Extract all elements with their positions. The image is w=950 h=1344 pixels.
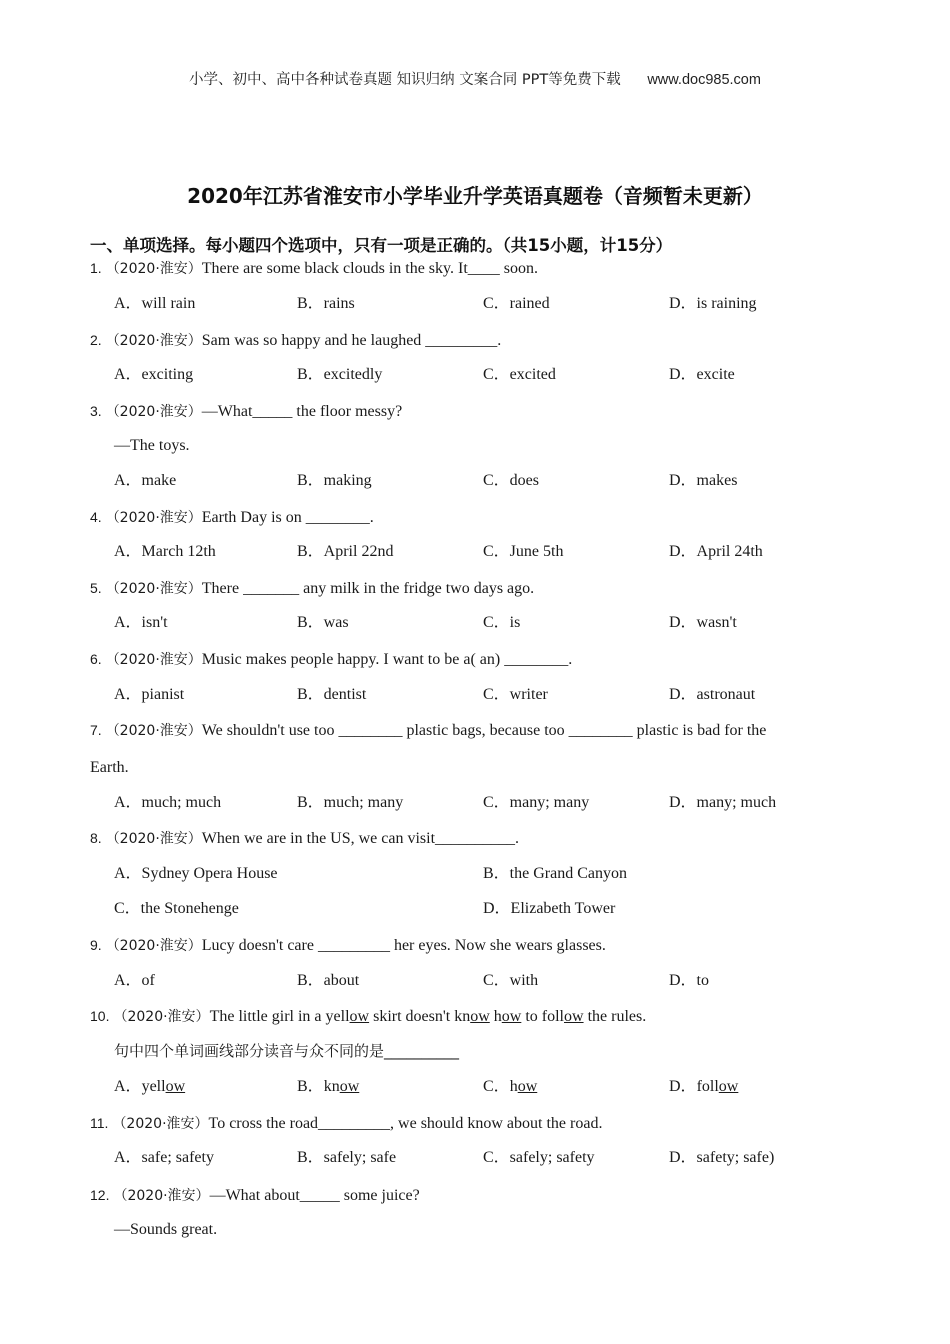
question-tag: （2020·淮安） — [113, 1009, 210, 1025]
option-a: A．safe; safety — [114, 1149, 214, 1166]
option-b: B．was — [297, 614, 349, 631]
option-b: B．making — [297, 472, 372, 489]
page-header — [0, 68, 950, 89]
option-word: kn — [323, 1078, 340, 1095]
question-stem: There _______ any milk in the fridge two days ago. — [201, 580, 535, 597]
option-b: B．about — [297, 972, 360, 989]
option-b: B．the Grand Canyon — [483, 865, 627, 882]
option-a: A．make — [114, 472, 177, 489]
option-c: C．is — [483, 614, 521, 631]
stem-underlined-part: ow — [470, 1008, 490, 1025]
option-a: A．of — [114, 972, 155, 989]
option-d: D．safety; safe) — [669, 1149, 775, 1166]
question-stem — [210, 1008, 647, 1025]
option-b: B．much; many — [297, 794, 404, 811]
question-number: 7. — [90, 722, 102, 738]
question-tag: （2020·淮安） — [105, 581, 202, 597]
question-8 — [90, 828, 519, 849]
page-title: 2020年江苏省淮安市小学毕业升学英语真题卷（音频暂未更新） — [187, 184, 763, 208]
stem-part: h — [489, 1008, 502, 1025]
option-a: A．isn't — [114, 614, 168, 631]
stem-underlined-part: ow — [349, 1008, 370, 1025]
option-letter: C． — [483, 1078, 510, 1095]
option-b: B．dentist — [297, 686, 367, 703]
question-number: 11. — [90, 1115, 109, 1131]
option-underlined-part: ow — [718, 1078, 739, 1095]
question-10 — [90, 1006, 646, 1027]
option-a: A．will rain — [114, 295, 196, 312]
option-c: C．June 5th — [483, 543, 564, 560]
option-c: C．safely; safety — [483, 1149, 595, 1166]
option-word: h — [509, 1078, 518, 1095]
question-stem: Lucy doesn't care _________ her eyes. Now she wears glasses. — [201, 937, 606, 954]
option-b: B．rains — [297, 295, 355, 312]
question-12-answer-line: —Sounds great. — [114, 1221, 218, 1238]
question-number: 5. — [90, 580, 102, 596]
question-9 — [90, 935, 606, 956]
option-c: C．the Stonehenge — [114, 900, 239, 917]
option-d: D．makes — [669, 472, 738, 489]
question-tag: （2020·淮安） — [112, 1116, 209, 1132]
question-stem: Sam was so happy and he laughed _________. — [201, 332, 502, 349]
stem-part: to foll — [521, 1008, 564, 1025]
question-number: 10. — [90, 1008, 110, 1024]
question-tag: （2020·淮安） — [105, 938, 202, 954]
option-b: B．safely; safe — [297, 1149, 397, 1166]
option-underlined-part: ow — [339, 1078, 360, 1095]
question-tag: （2020·淮安） — [105, 510, 202, 526]
question-4 — [90, 507, 374, 528]
option-a — [114, 1077, 185, 1097]
stem-underlined-part: ow — [564, 1008, 584, 1025]
question-1 — [90, 258, 538, 279]
option-underlined-part: ow — [165, 1078, 186, 1095]
question-tag: （2020·淮安） — [105, 723, 202, 739]
option-letter: A． — [114, 1078, 142, 1095]
option-a: A．exciting — [114, 366, 194, 383]
question-stem: We shouldn't use too ________ plastic bags, because too ________ plastic is bad for the — [201, 722, 767, 739]
option-c — [483, 1077, 537, 1097]
section-title: 一、单项选择。每小题四个选项中，只有一项是正确的。（共15小题，计15分） — [90, 236, 673, 255]
option-a: A．Sydney Opera House — [114, 865, 278, 882]
question-12 — [90, 1185, 420, 1206]
question-tag: （2020·淮安） — [105, 261, 202, 277]
option-d — [669, 1077, 738, 1097]
option-c: C．with — [483, 972, 539, 989]
header-text: 小学、初中、高中各种试卷真题 知识归纳 文案合同 PPT等免费下载 — [189, 72, 621, 88]
option-c: C．does — [483, 472, 540, 489]
question-7 — [90, 720, 766, 741]
option-word: yell — [141, 1078, 166, 1095]
question-tag: （2020·淮安） — [105, 652, 202, 668]
question-6 — [90, 649, 572, 670]
option-letter: B． — [297, 1078, 324, 1095]
header-site[interactable]: www.doc985.com — [647, 72, 761, 88]
option-d: D．to — [669, 972, 710, 989]
question-number: 1. — [90, 260, 102, 276]
option-a: A．much; much — [114, 794, 222, 811]
question-stem: There are some black clouds in the sky. It____ soon. — [201, 260, 538, 277]
question-stem: —What_____ the floor messy? — [201, 403, 403, 420]
option-b: B．excitedly — [297, 366, 383, 383]
stem-part: the rules. — [583, 1008, 647, 1025]
option-letter: D． — [669, 1078, 697, 1095]
question-stem: To cross the road_________, we should know about the road. — [208, 1115, 603, 1132]
option-d: D．astronaut — [669, 686, 756, 703]
question-number: 12. — [90, 1187, 110, 1203]
question-tag: （2020·淮安） — [113, 1188, 210, 1204]
question-number: 6. — [90, 651, 102, 667]
option-word: foll — [696, 1078, 719, 1095]
question-stem: Earth Day is on ________. — [201, 509, 374, 526]
option-d: D．Elizabeth Tower — [483, 900, 616, 917]
option-a: A．March 12th — [114, 543, 216, 560]
option-b: B．April 22nd — [297, 543, 394, 560]
question-7-continuation: Earth. — [90, 759, 129, 776]
question-tag: （2020·淮安） — [105, 831, 202, 847]
option-c: C．many; many — [483, 794, 590, 811]
option-c: C．writer — [483, 686, 548, 703]
question-number: 4. — [90, 509, 102, 525]
question-number: 3. — [90, 403, 102, 419]
question-number: 9. — [90, 937, 102, 953]
question-stem: Music makes people happy. I want to be a( an) ________. — [201, 651, 573, 668]
option-d: D．April 24th — [669, 543, 763, 560]
question-5 — [90, 578, 534, 599]
option-d: D．excite — [669, 366, 735, 383]
question-2 — [90, 330, 501, 351]
option-c: C．excited — [483, 366, 556, 383]
question-11 — [90, 1113, 602, 1134]
question-3-answer-line: —The toys. — [114, 437, 190, 454]
stem-part: The little girl in a yell — [209, 1008, 350, 1025]
question-10-instruction: 句中四个单词画线部分读音与众不同的是__________ — [114, 1042, 460, 1060]
question-tag: （2020·淮安） — [105, 333, 202, 349]
option-b — [297, 1077, 359, 1097]
question-number: 8. — [90, 830, 102, 846]
stem-underlined-part: ow — [501, 1008, 522, 1025]
option-d: D．wasn't — [669, 614, 737, 631]
question-stem: When we are in the US, we can visit__________. — [201, 830, 520, 847]
question-tag: （2020·淮安） — [105, 404, 202, 420]
option-underlined-part: ow — [517, 1078, 538, 1095]
option-a: A．pianist — [114, 686, 185, 703]
option-d: D．is raining — [669, 295, 757, 312]
question-3 — [90, 401, 402, 422]
option-d: D．many; much — [669, 794, 777, 811]
question-number: 2. — [90, 332, 102, 348]
option-c: C．rained — [483, 295, 550, 312]
question-stem: —What about_____ some juice? — [209, 1187, 420, 1204]
stem-part: skirt doesn't kn — [369, 1008, 471, 1025]
